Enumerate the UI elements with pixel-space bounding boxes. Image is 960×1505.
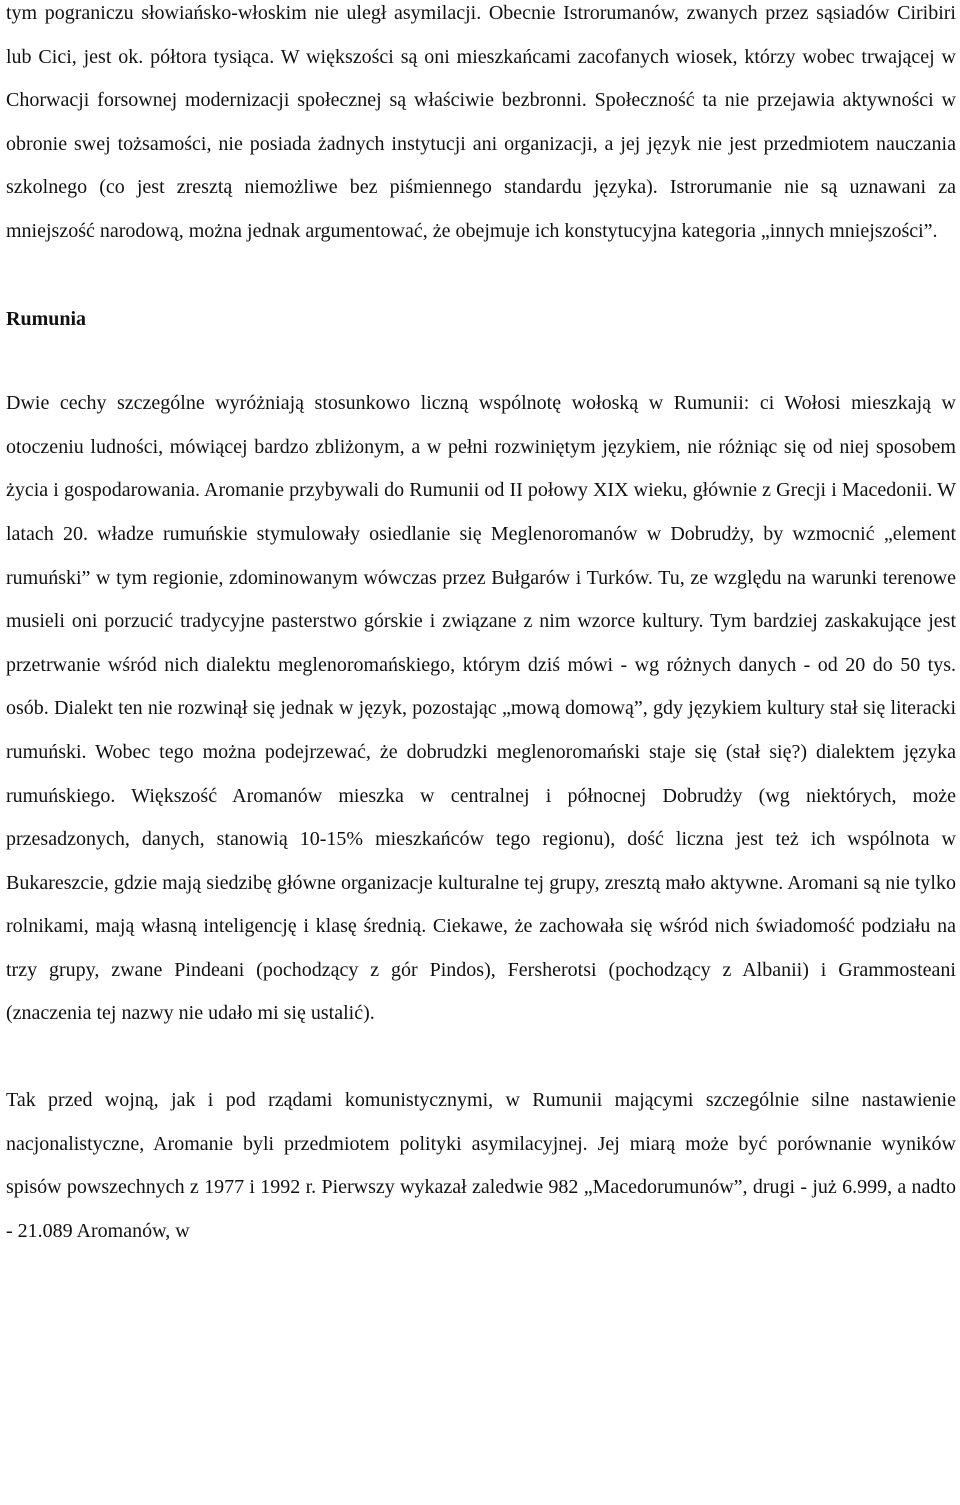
paragraph-assimilation: Tak przed wojną, jak i pod rządami komunistycznymi, w Rumunii mającymi szczególnie silne nastawienie nacjonalistyczne, Aromanie byli przedmiotem polityki asymilacyjnej. Jej miarą może być porównanie wyników spisów powszechnych z 1977 i 1992 r. Pierwszy wykazał zaledwie 982 „Macedorumunów”, drugi - już 6.999, a nadto - 21.089 Aromanów, w xyxy=(6,1089,956,1242)
paragraph-rumunia: Dwie cechy szczególne wyróżniają stosunkowo liczną wspólnotę wołoską w Rumunii: ci Wołosi mieszkają w otoczeniu ludności, mówiącej bardzo zbliżonym, a w pełni rozwiniętym językiem, nie różniąc się od niej sposobem życia i gospodarowania. Aromanie przybywali do Rumunii od II połowy XIX wieku, głównie z Grecji i Macedonii. W latach 20. władze rumuńskie stymulowały osiedlanie się Meglenoromanów w Dobrudży, by wzmocnić „element rumuński” w tym regionie, zdominowanym wówczas przez Bułgarów i Turków. Tu, ze względu na warunki terenowe musieli oni porzucić tradycyjne pasterstwo górskie i związane z nim wzorce kultury. Tym bardziej zaskakujące jest przetrwanie wśród nich dialektu meglenoromańskiego, którym dziś mówi - wg różnych danych - od 20 do 50 tys. osób. Dialekt ten nie rozwinął się jednak w język, pozostając „mową domową”, gdy językiem kultury stał się literacki rumuński. Wobec tego można podejrzewać, że dobrudzki meglenoromański staje się (stał się?) dialektem języka rumuńskiego. Większość Aromanów mieszka w centralnej i północnej Dobrudży (wg niektórych, może przesadzonych, danych, stanowią 10-15% mieszkańców tego regionu), dość liczna jest też ich wspólnota w Bukareszcie, gdzie mają siedzibę główne organizacje kulturalne tej grupy, zresztą mało aktywne. Aromani są nie tylko rolnikami, mają własną inteligencję i klasę średnią. Ciekawe, że zachowała się wśród nich świadomość podziału na trzy grupy, zwane Pindeani (pochodzący z gór Pindos), Fersherotsi (pochodzący z Albanii) i Grammosteani (znaczenia tej nazwy nie udało mi się ustalić). xyxy=(6,392,956,1025)
section-heading-rumunia: Rumunia xyxy=(6,307,87,330)
document-page xyxy=(6,0,956,1253)
paragraph-istroromanians: tym pograniczu słowiańsko-włoskim nie uległ asymilacji. Obecnie Istrorumanów, zwanych przez sąsiadów Ciribiri lub Cici, jest ok. półtora tysiąca. W większości są oni mieszkańcami zacofanych wiosek, którzy wobec trwającej w Chorwacji forsownej modernizacji społecznej są właściwie bezbronni. Społeczność ta nie przejawia aktywności w obronie swej tożsamości, nie posiada żadnych instytucji ani organizacji, a jej język nie jest przedmiotem nauczania szkolnego (co jest zresztą niemożliwe bez piśmiennego standardu języka). Istrorumanie nie są uznawani za mniejszość narodową, można jednak argumentować, że obejmuje ich konstytucyjna kategoria „innych mniejszości”. xyxy=(6,2,956,242)
